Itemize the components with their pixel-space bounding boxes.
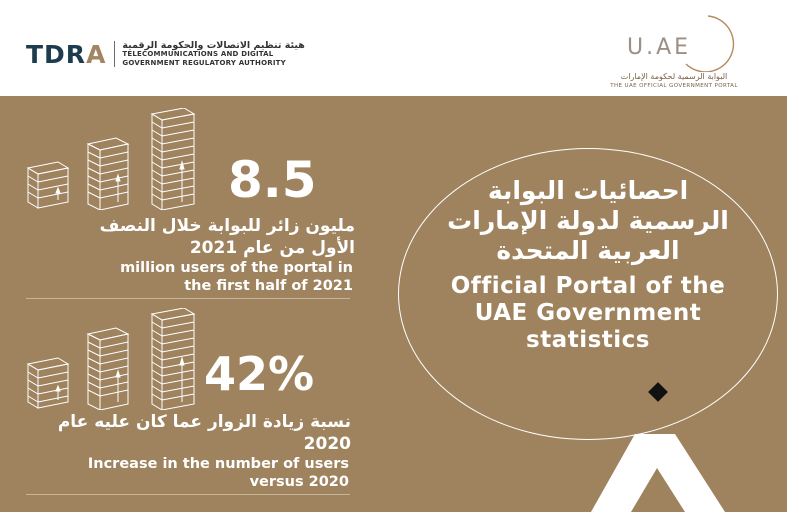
uae-portal-english-name: THE UAE OFFICIAL GOVERNMENT PORTAL	[610, 83, 738, 89]
growing-buildings-icon	[24, 308, 204, 410]
stat-increase-english-line-2: versus 2020	[249, 474, 349, 490]
tdra-arabic-name: هيئة تنظيم الاتصالات والحكومة الرقمية	[122, 39, 305, 51]
stat-divider	[26, 298, 350, 299]
growing-buildings-icon	[24, 108, 204, 210]
stat-visitors-arabic-line-2: الأول من عام 2021	[189, 238, 355, 258]
uae-portal-logo	[588, 10, 768, 88]
title-arabic-line-1: احصائيات البوابة	[487, 176, 689, 205]
title-arabic-line-2: الرسمية لدولة الإمارات	[447, 206, 729, 235]
stat-increase-arabic-line-1: نسبة زيادة الزوار عما كان عليه عام	[57, 412, 351, 432]
title-arabic-line-3: العربية المتحدة	[496, 236, 680, 265]
tdra-english-line-2: GOVERNMENT REGULATORY AUTHORITY	[122, 58, 286, 67]
tdra-name	[122, 41, 304, 68]
header	[0, 0, 787, 96]
title-english-line-3: statistics	[526, 327, 650, 353]
tdra-logo	[26, 40, 305, 68]
uae-portal-arabic-name: البوابة الرسمية لحكومة الإمارات	[620, 72, 728, 81]
stat-visitors-english-line-2: the first half of 2021	[184, 278, 353, 294]
title-english-line-1: Official Portal of the	[450, 273, 726, 299]
stat-increase-english-line-1: Increase in the number of users	[87, 456, 349, 472]
title-english-line-2: UAE Government	[474, 300, 702, 326]
stat-divider	[26, 494, 350, 495]
stat-visitors-arabic-line-1: مليون زائر للبوابة خلال النصف	[99, 216, 355, 236]
infographic-panel	[0, 96, 787, 512]
tdra-wordmark: TDRA	[26, 39, 107, 69]
stat-visitors-english-line-1: million users of the portal in	[120, 260, 353, 276]
stat-increase-arabic-line-2: 2020	[303, 434, 351, 454]
tdra-english-line-1: TELECOMMUNICATIONS AND DIGITAL	[122, 49, 274, 58]
arrow-up-mark-icon	[565, 426, 765, 512]
uae-mark: U.AE	[627, 35, 692, 60]
tdra-wordmark-accent: A	[86, 39, 107, 69]
stat-value-increase: 42%	[204, 347, 315, 401]
tdra-separator	[114, 41, 115, 67]
stat-value-visitors: 8.5	[228, 151, 317, 209]
